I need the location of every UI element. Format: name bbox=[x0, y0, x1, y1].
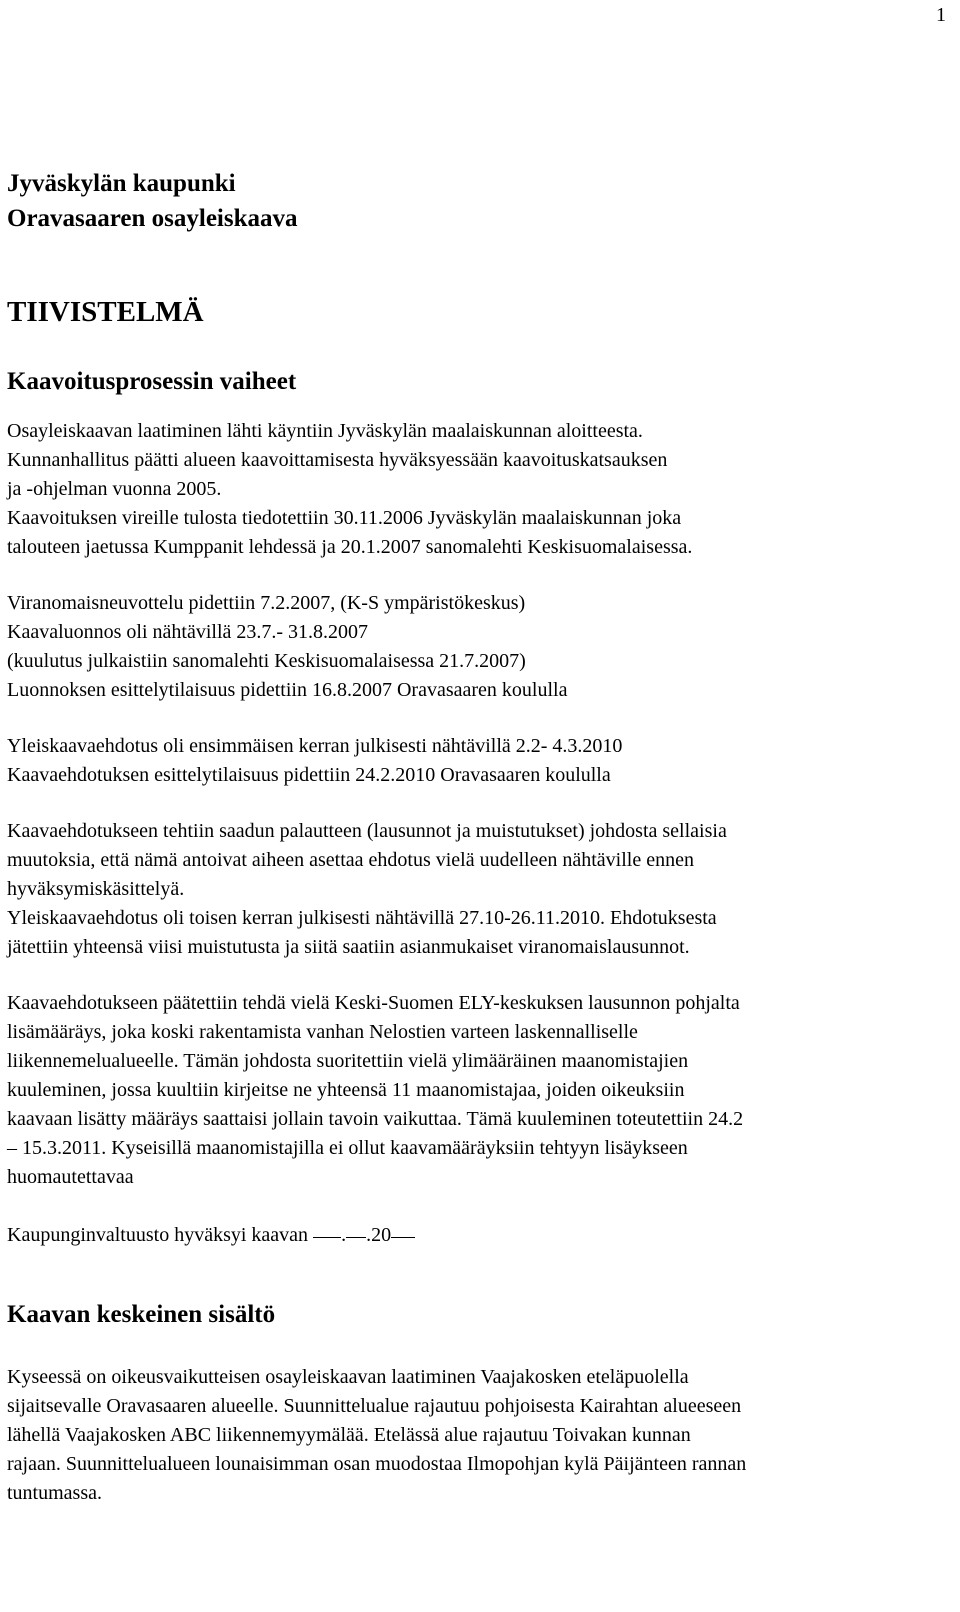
text-line: ja -ohjelman vuonna 2005. bbox=[7, 478, 222, 500]
municipality-name: Jyväskylän kaupunki bbox=[7, 170, 236, 197]
paragraph-second-display bbox=[7, 817, 937, 962]
approval-text: Kaupunginvaltuusto hyväksyi kaavan bbox=[7, 1224, 309, 1246]
text-line: Kyseessä on oikeusvaikutteisen osayleiskaavan laatiminen Vaajakosken eteläpuolella bbox=[7, 1366, 689, 1388]
document-title: TIIVISTELMÄ bbox=[7, 296, 204, 328]
text-line: kaavaan lisätty määräys saattaisi jollain tavoin vaikuttaa. Tämä kuuleminen toteutettiin 24.2 bbox=[7, 1108, 744, 1130]
text-line: hyväksymiskäsittelyä. bbox=[7, 878, 185, 900]
text-line: Kaavaehdotukseen päätettiin tehdä vielä Keski-Suomen ELY-keskuksen lausunnon pohjalta bbox=[7, 992, 740, 1014]
section-heading-process: Kaavoitusprosessin vaiheet bbox=[7, 368, 297, 395]
text-line: Kaavaehdotukseen tehtiin saadun palautteen (lausunnot ja muistutukset) johdosta sellaisia bbox=[7, 820, 727, 842]
approval-separator-2: .20 bbox=[366, 1224, 392, 1246]
text-line: jätettiin yhteensä viisi muistutusta ja siitä saatiin asianmukaiset viranomaislausunnot. bbox=[7, 936, 690, 958]
text-line: (kuulutus julkaistiin sanomalehti Keskisuomalaisessa 21.7.2007) bbox=[7, 650, 526, 672]
text-line: lähellä Vaajakosken ABC liikennemyymälää. Etelässä alue rajautuu Toivakan kunnan bbox=[7, 1424, 691, 1446]
text-line: Kaavoituksen vireille tulosta tiedotettiin 30.11.2006 Jyväskylän maalaiskunnan joka bbox=[7, 507, 682, 529]
text-line: kuuleminen, jossa kuultiin kirjeitse ne yhteensä 11 maanomistajaa, joiden oikeuksiin bbox=[7, 1079, 685, 1101]
text-line: talouteen jaetussa Kumppanit lehdessä ja 20.1.2007 sanomalehti Keskisuomalaisessa. bbox=[7, 536, 693, 558]
section-heading-content: Kaavan keskeinen sisältö bbox=[7, 1301, 276, 1328]
text-line: liikennemelualueelle. Tämän johdosta suoritettiin vielä ylimääräinen maanomistajien bbox=[7, 1050, 689, 1072]
document-body bbox=[7, 166, 937, 1508]
text-line: Kaavaluonnos oli nähtävillä 23.7.- 31.8.2007 bbox=[7, 621, 369, 643]
blank-month bbox=[346, 1236, 366, 1238]
text-line: Yleiskaavaehdotus oli toisen kerran julkisesti nähtävillä 27.10-26.11.2010. Ehdotuksesta bbox=[7, 907, 717, 929]
text-line: Kunnanhallitus päätti alueen kaavoittamisesta hyväksyessään kaavoituskatsauksen bbox=[7, 449, 668, 471]
blank-year bbox=[391, 1236, 415, 1238]
paragraph-plan-area bbox=[7, 1363, 937, 1508]
text-line: Osayleiskaavan laatiminen lähti käyntiin Jyväskylän maalaiskunnan aloitteesta. bbox=[7, 420, 643, 442]
text-line: huomautettavaa bbox=[7, 1166, 134, 1188]
text-line: tuntumassa. bbox=[7, 1482, 102, 1504]
page-number: 1 bbox=[936, 4, 946, 26]
text-line: Yleiskaavaehdotus oli ensimmäisen kerran julkisesti nähtävillä 2.2- 4.3.2010 bbox=[7, 735, 623, 757]
paragraph-initiation bbox=[7, 417, 937, 562]
text-line: Viranomaisneuvottelu pidettiin 7.2.2007, (K-S ympäristökeskus) bbox=[7, 592, 526, 614]
plan-name: Oravasaaren osayleiskaava bbox=[7, 205, 298, 232]
blank-day bbox=[313, 1236, 341, 1238]
text-line: lisämääräys, joka koski rakentamista vanhan Nelostien varteen laskennalliselle bbox=[7, 1021, 638, 1043]
text-line: rajaan. Suunnittelualueen lounaisimman osan muodostaa Ilmopohjan kylä Päijänteen rannan bbox=[7, 1453, 747, 1475]
text-line: Kaavaehdotuksen esittelytilaisuus pidettiin 24.2.2010 Oravasaaren koululla bbox=[7, 764, 611, 786]
text-line: – 15.3.2011. Kyseisillä maanomistajilla ei ollut kaavamääräyksiin tehtyyn lisäykseen bbox=[7, 1137, 688, 1159]
paragraph-draft-phase bbox=[7, 589, 937, 705]
approval-line bbox=[7, 1221, 937, 1250]
paragraph-proposal-phase bbox=[7, 732, 937, 790]
paragraph-additional-hearing bbox=[7, 989, 937, 1192]
text-line: Luonnoksen esittelytilaisuus pidettiin 16.8.2007 Oravasaaren koululla bbox=[7, 679, 568, 701]
text-line: sijaitsevalle Oravasaaren alueelle. Suunnittelualue rajautuu pohjoisesta Kairahtan alueeseen bbox=[7, 1395, 742, 1417]
approval-separator-1: . bbox=[341, 1224, 347, 1246]
document-header bbox=[7, 166, 937, 236]
text-line: muutoksia, että nämä antoivat aiheen asettaa ehdotus vielä uudelleen nähtäville ennen bbox=[7, 849, 694, 871]
